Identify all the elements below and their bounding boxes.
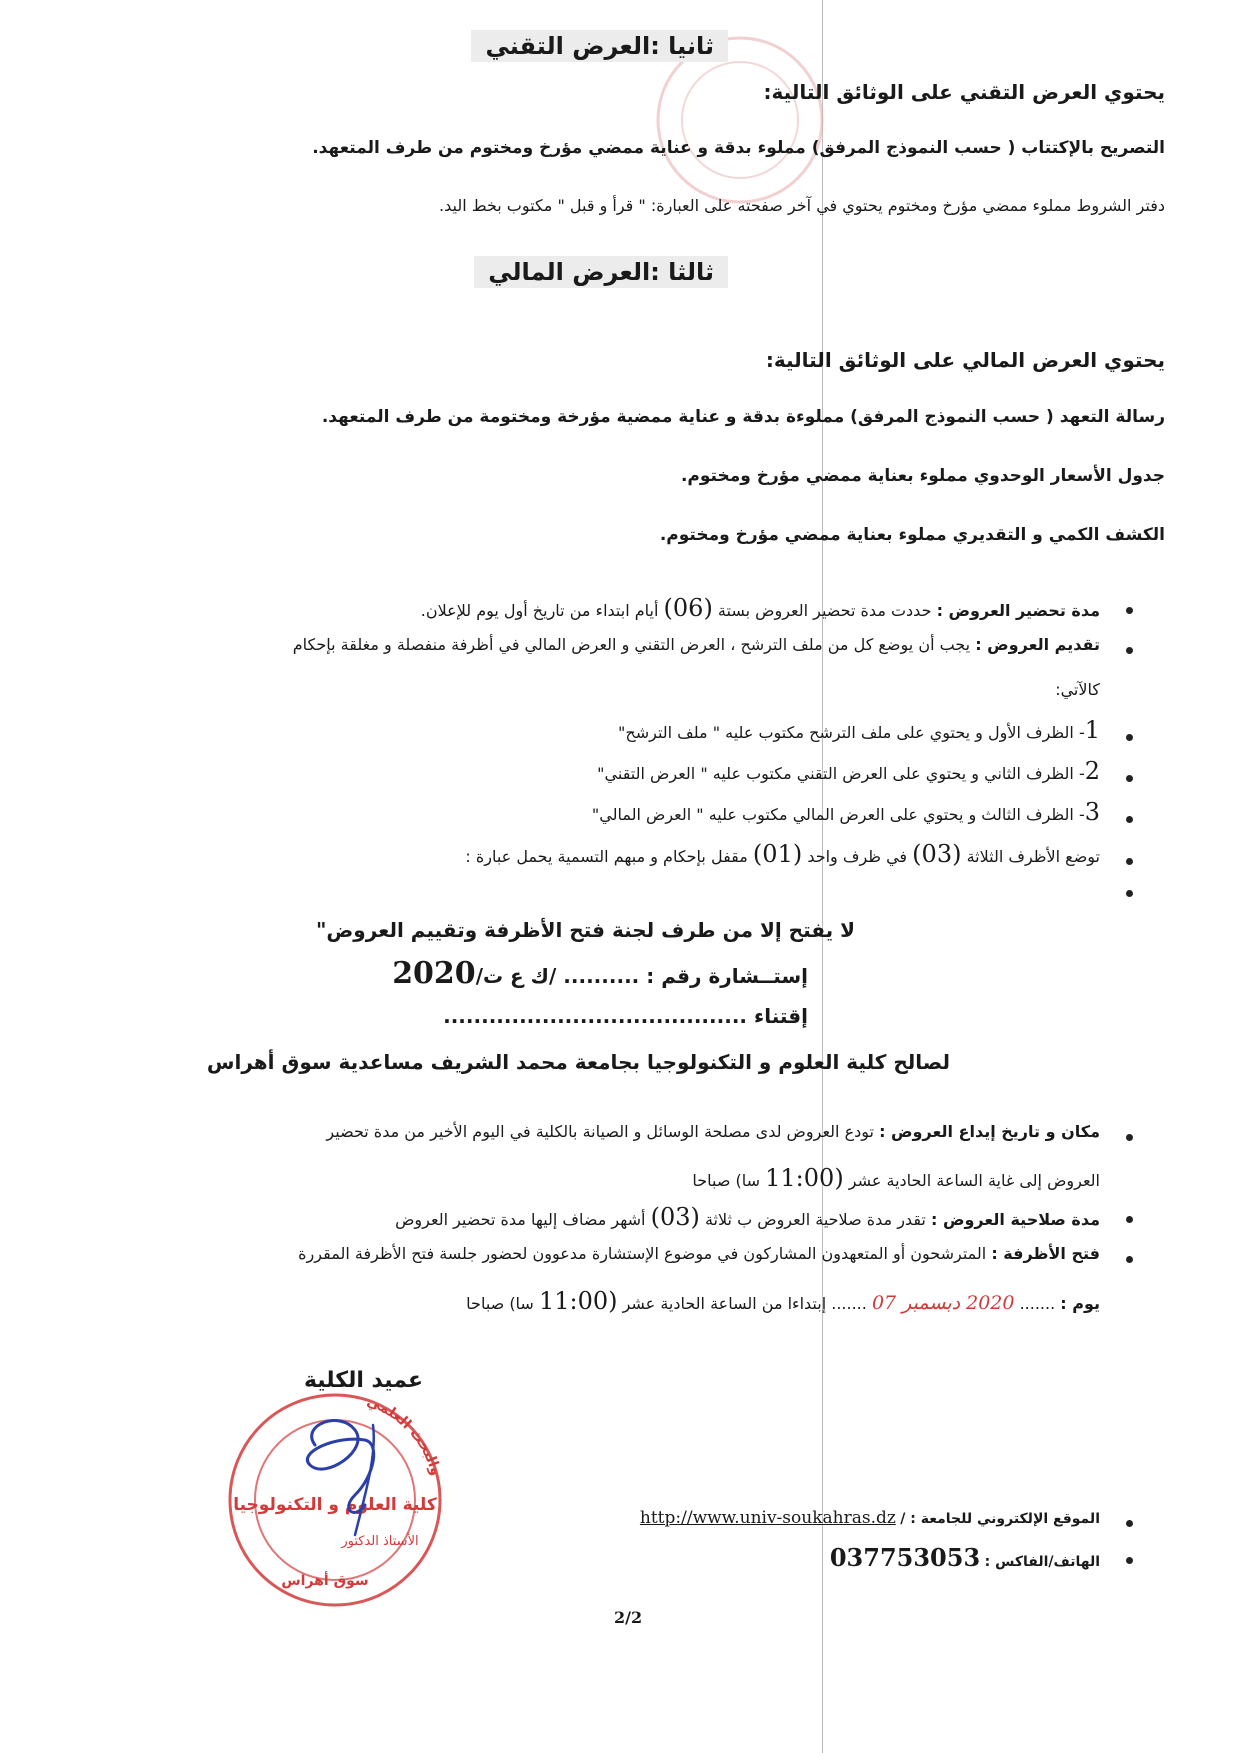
envelope-3 [592, 798, 1100, 826]
financial-item-2: جدول الأسعار الوحدوي مملوء بعناية ممضي مؤرخ ومختوم. [680, 466, 1165, 486]
dean-title: عميد الكلية [303, 1368, 423, 1393]
envelope-label-line-2 [392, 956, 808, 991]
opening-dots-b: ....... [831, 1294, 867, 1313]
technical-item-1: التصريح بالإكتتاب ( حسب النموذج المرفق) مملوء بدقة و عناية ممضي مؤرخ ومختوم من طرف المتعهد. [312, 138, 1165, 158]
official-stamp [205, 1385, 465, 1615]
consultation-code: /ك ع ت/ [475, 964, 557, 988]
outer-text-a: توضع الأظرف الثلاثة [966, 847, 1100, 866]
submission-text: يجب أن يوضع كل من ملف الترشح ، العرض التقني و العرض المالي في أظرفة منفصلة و مغلقة بإحكام [292, 635, 971, 654]
envelope-2-text: - الظرف الثاني و يحتوي على العرض التقني مكتوب عليه " العرض التقني" [597, 764, 1085, 783]
deposit-line-2 [692, 1164, 1100, 1192]
deposit-text: تودع العروض لدى مصلحة الوسائل و الصيانة بالكلية في اليوم الأخير من مدة تحضير [326, 1122, 874, 1141]
outer-num-2: (01) [752, 840, 803, 868]
opening-day-label: يوم : [1060, 1294, 1100, 1313]
envelope-label-line-1: لا يفتح إلا من طرف لجنة فتح الأظرفة وتقييم العروض" [315, 918, 855, 942]
envelope-1 [618, 716, 1100, 744]
envelope-1-num: 1 [1084, 716, 1100, 744]
bullet [1126, 1134, 1133, 1141]
outer-text-c: مقفل بإحكام و مبهم التسمية يحمل عبارة : [465, 847, 748, 866]
technical-title: ثانيا :العرض التقني [471, 30, 728, 62]
technical-intro: يحتوي العرض التقني على الوثائق التالية: [763, 80, 1165, 104]
opening-line [298, 1244, 1100, 1263]
opening-text: المترشحون أو المتعهدون المشاركون في موضوع الإستشارة مدعوون لحضور جلسة فتح الأظرفة المقررة [298, 1244, 987, 1263]
validity-text-2: أشهر مضاف إليها مدة تحضير العروض [395, 1210, 646, 1229]
opening-dots-a: ....... [1019, 1294, 1056, 1313]
phone-line [830, 1543, 1100, 1572]
stamp-center-text: كلية العلوم و التكنولوجيا [233, 1495, 437, 1515]
envelope-label-line-4: لصالح كلية العلوم و التكنولوجيا بجامعة محمد الشريف مساعدية سوق أهراس [206, 1050, 950, 1074]
stamp-city-text: سوق أهراس [281, 1573, 369, 1589]
bullet [1126, 607, 1133, 614]
prep-text: حددت مدة تحضير العروض بستة [717, 601, 932, 620]
financial-intro: يحتوي العرض المالي على الوثائق التالية: [765, 348, 1165, 372]
prep-line [421, 594, 1100, 622]
opening-label: فتح الأظرفة : [991, 1244, 1100, 1263]
website-line [640, 1508, 1100, 1528]
envelope-1-text: - الظرف الأول و يحتوي على ملف الترشح مكتوب عليه " ملف الترشح" [618, 723, 1085, 742]
acquisition-label: إقتناء [753, 1004, 808, 1028]
bullet [1126, 1216, 1133, 1223]
prep-label: مدة تحضير العروض : [936, 601, 1100, 620]
page-fold-line [822, 0, 823, 1753]
website-link[interactable]: http://www.univ-soukahras.dz [639, 1508, 896, 1528]
submission-text-cont: كالآتي: [1055, 680, 1100, 699]
submission-label: تقديم العروض : [975, 635, 1100, 654]
bullet [1126, 816, 1133, 823]
outer-text-b: في ظرف واحد [807, 847, 908, 866]
bullet [1126, 647, 1133, 654]
prep-text-2: أيام ابتداء من تاريخ أول يوم للإعلان. [420, 601, 659, 620]
page-number: 2/2 [614, 1608, 643, 1627]
stamp-name-text: الأستاذ الدكتور [341, 1534, 419, 1549]
validity-text: تقدر مدة صلاحية العروض ب ثلاثة [704, 1210, 926, 1229]
consultation-label: إستــشارة رقم : [646, 964, 808, 988]
consultation-dots: .......... [563, 964, 640, 988]
opening-time: (11:00 [538, 1287, 618, 1315]
stamp-outer-text: والبحث العلمي [364, 1393, 444, 1478]
envelope-2 [597, 757, 1100, 785]
opening-text-2b: سا) صباحا [466, 1294, 534, 1313]
bullet [1126, 1256, 1133, 1263]
prep-num: (06) [663, 594, 713, 622]
validity-line [395, 1203, 1100, 1231]
opening-text-2a: إبتداءا من الساعة الحادية عشر [622, 1294, 827, 1313]
phone-number: 037753053 [829, 1543, 981, 1572]
financial-item-3: الكشف الكمي و التقديري مملوء بعناية ممضي مؤرخ ومختوم. [659, 525, 1165, 545]
validity-num: (03) [650, 1203, 700, 1231]
deposit-text-2a: العروض إلى غاية الساعة الحادية عشر [848, 1171, 1100, 1190]
acquisition-dots: ........................................ [443, 1004, 748, 1028]
validity-label: مدة صلاحية العروض : [930, 1210, 1100, 1229]
opening-line-2 [466, 1287, 1100, 1315]
financial-title: ثالثا :العرض المالي [474, 256, 728, 288]
bullet [1126, 858, 1133, 865]
bullet [1126, 734, 1133, 741]
opening-handwritten-date: 2020 دبسمبر 07 [871, 1292, 1015, 1314]
envelope-3-num: 3 [1084, 798, 1100, 826]
phone-label: الهاتف/الفاكس : [984, 1554, 1100, 1570]
submission-line [293, 635, 1100, 654]
deposit-line [326, 1122, 1100, 1141]
technical-item-2: دفتر الشروط مملوء ممضي مؤرخ ومختوم يحتوي في آخر صفحته على العبارة: " قرأ و قبل " مكتوب بخط اليد. [439, 196, 1165, 215]
deposit-label: مكان و تاريخ إيداع العروض : [879, 1122, 1100, 1141]
bullet [1126, 1520, 1133, 1527]
bullet [1126, 1557, 1133, 1564]
financial-item-1: رسالة التعهد ( حسب النموذج المرفق) مملوءة بدقة و عناية ممضية مؤرخة ومختومة من طرف المتعهد. [321, 407, 1165, 427]
deposit-time: (11:00 [765, 1164, 844, 1192]
envelope-3-text: - الظرف الثالث و يحتوي على العرض المالي مكتوب عليه " العرض المالي" [591, 805, 1085, 824]
website-label: الموقع الإلكتروني للجامعة : / [900, 1511, 1100, 1527]
outer-num-1: (03) [912, 840, 962, 868]
bullet [1126, 775, 1133, 782]
envelope-label-line-3 [443, 1004, 808, 1028]
consultation-year: 2020 [392, 956, 476, 991]
outer-envelope-line [465, 840, 1100, 868]
bullet [1126, 890, 1133, 897]
svg-text:والبحث العلمي [364, 1394, 443, 1478]
envelope-2-num: 2 [1084, 757, 1100, 785]
deposit-text-2b: سا) صباحا [692, 1171, 761, 1190]
